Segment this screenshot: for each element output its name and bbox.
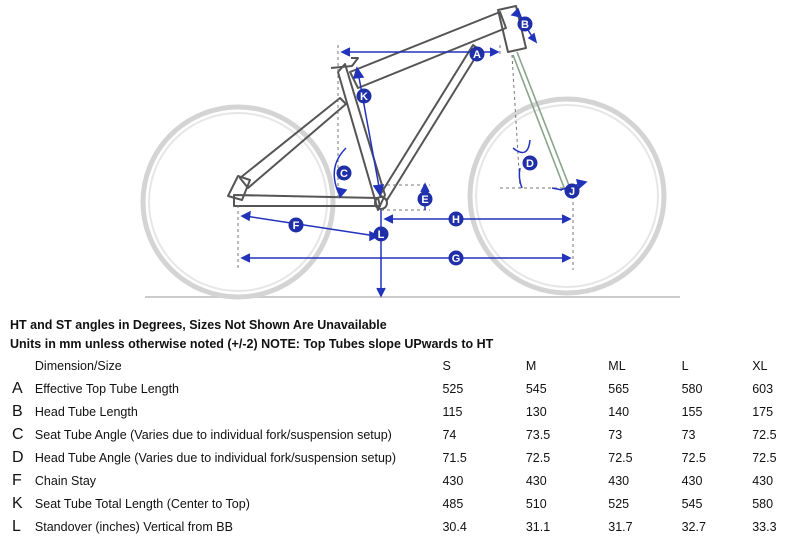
row-letter: D bbox=[12, 448, 24, 466]
row-value-l: 32.7 bbox=[681, 519, 706, 534]
svg-text:D: D bbox=[526, 158, 534, 170]
svg-text:E: E bbox=[421, 194, 429, 206]
row-letter: L bbox=[12, 517, 21, 535]
notes-line-1: HT and ST angles in Degrees, Sizes Not Shown Are Unavailable bbox=[10, 318, 387, 332]
row-value-l: 430 bbox=[681, 473, 703, 488]
svg-text:L: L bbox=[377, 229, 385, 241]
row-dimension-name: Seat Tube Angle (Varies due to individual fork/suspension setup) bbox=[34, 427, 392, 442]
header-size-s: S bbox=[442, 358, 451, 373]
row-value-xl: 603 bbox=[752, 381, 774, 396]
row-value-xl: 72.5 bbox=[752, 427, 777, 442]
row-letter: C bbox=[12, 425, 24, 443]
row-value-ml: 72.5 bbox=[608, 450, 633, 465]
marker-E bbox=[418, 192, 433, 207]
marker-C bbox=[337, 166, 352, 181]
marker-K bbox=[357, 89, 372, 104]
table-row bbox=[12, 400, 800, 423]
row-value-s: 430 bbox=[442, 473, 464, 488]
row-value-xl: 175 bbox=[752, 404, 774, 419]
row-value-ml: 525 bbox=[608, 496, 630, 511]
table-row bbox=[12, 446, 800, 469]
row-value-ml: 31.7 bbox=[608, 519, 633, 534]
row-value-l: 580 bbox=[681, 381, 703, 396]
svg-text:F: F bbox=[292, 220, 300, 232]
row-dimension-name: Head Tube Length bbox=[34, 404, 138, 419]
svg-text:G: G bbox=[451, 253, 461, 265]
marker-D bbox=[523, 156, 538, 171]
notes-line-2: Units in mm unless otherwise noted (+/-2) NOTE: Top Tubes slope UPwards to HT bbox=[10, 337, 494, 351]
geometry-notes bbox=[10, 316, 493, 354]
table-row bbox=[12, 377, 800, 400]
svg-text:C: C bbox=[340, 168, 348, 180]
row-value-s: 115 bbox=[442, 404, 463, 419]
row-value-l: 545 bbox=[681, 496, 703, 511]
svg-text:H: H bbox=[452, 214, 460, 226]
row-value-m: 430 bbox=[525, 473, 547, 488]
row-value-xl: 72.5 bbox=[752, 450, 777, 465]
row-letter: F bbox=[12, 471, 22, 489]
fork bbox=[513, 52, 570, 190]
table-header-row bbox=[12, 354, 800, 377]
row-value-m: 130 bbox=[525, 404, 547, 419]
row-value-s: 71.5 bbox=[442, 450, 467, 465]
svg-text:J: J bbox=[568, 186, 576, 198]
rear-wheel bbox=[143, 107, 333, 297]
row-letter: K bbox=[12, 494, 23, 512]
row-value-xl: 580 bbox=[752, 496, 774, 511]
svg-text:K: K bbox=[360, 91, 368, 103]
row-dimension-name: Effective Top Tube Length bbox=[34, 381, 179, 396]
row-value-l: 73 bbox=[681, 427, 696, 442]
header-size-ml: ML bbox=[608, 358, 626, 373]
row-value-ml: 565 bbox=[608, 381, 630, 396]
row-value-s: 74 bbox=[442, 427, 457, 442]
marker-J bbox=[565, 184, 580, 199]
header-size-xl: XL bbox=[752, 358, 768, 373]
row-value-s: 525 bbox=[442, 381, 464, 396]
marker-A bbox=[470, 47, 485, 62]
table-row bbox=[12, 515, 800, 538]
row-value-m: 31.1 bbox=[525, 519, 551, 534]
svg-text:A: A bbox=[473, 49, 481, 61]
table-row bbox=[12, 469, 800, 492]
row-value-l: 155 bbox=[681, 404, 703, 419]
row-value-ml: 73 bbox=[608, 427, 623, 442]
row-letter: A bbox=[12, 379, 23, 397]
row-value-ml: 140 bbox=[608, 404, 630, 419]
marker-L bbox=[374, 227, 389, 242]
row-value-m: 73.5 bbox=[525, 427, 551, 442]
header-size-m: M bbox=[525, 358, 537, 373]
marker-G bbox=[449, 251, 464, 266]
row-value-xl: 33.3 bbox=[752, 519, 777, 534]
row-value-m: 545 bbox=[525, 381, 547, 396]
table-row bbox=[12, 423, 800, 446]
svg-text:B: B bbox=[521, 19, 529, 31]
row-value-m: 510 bbox=[525, 496, 547, 511]
row-letter: B bbox=[12, 402, 23, 420]
row-value-ml: 430 bbox=[608, 473, 630, 488]
dimension-arrows bbox=[242, 9, 586, 296]
reference-lines bbox=[238, 45, 575, 270]
marker-F bbox=[289, 218, 304, 233]
row-value-l: 72.5 bbox=[681, 450, 706, 465]
table-row bbox=[12, 492, 800, 515]
row-dimension-name: Standover (inches) Vertical from BB bbox=[34, 519, 233, 534]
marker-H bbox=[449, 212, 464, 227]
header-letter-cell bbox=[12, 354, 35, 377]
row-dimension-name: Chain Stay bbox=[34, 473, 97, 488]
row-dimension-name: Head Tube Angle (Varies due to individual fork/suspension setup) bbox=[34, 450, 397, 465]
header-dimension: Dimension/Size bbox=[34, 358, 122, 373]
marker-B bbox=[518, 17, 533, 32]
row-value-s: 30.4 bbox=[442, 519, 467, 534]
row-value-xl: 430 bbox=[752, 473, 774, 488]
row-value-s: 485 bbox=[442, 496, 464, 511]
geometry-table bbox=[12, 354, 800, 538]
row-value-m: 72.5 bbox=[525, 450, 551, 465]
header-size-l: L bbox=[681, 358, 689, 373]
row-dimension-name: Seat Tube Total Length (Center to Top) bbox=[34, 496, 250, 511]
